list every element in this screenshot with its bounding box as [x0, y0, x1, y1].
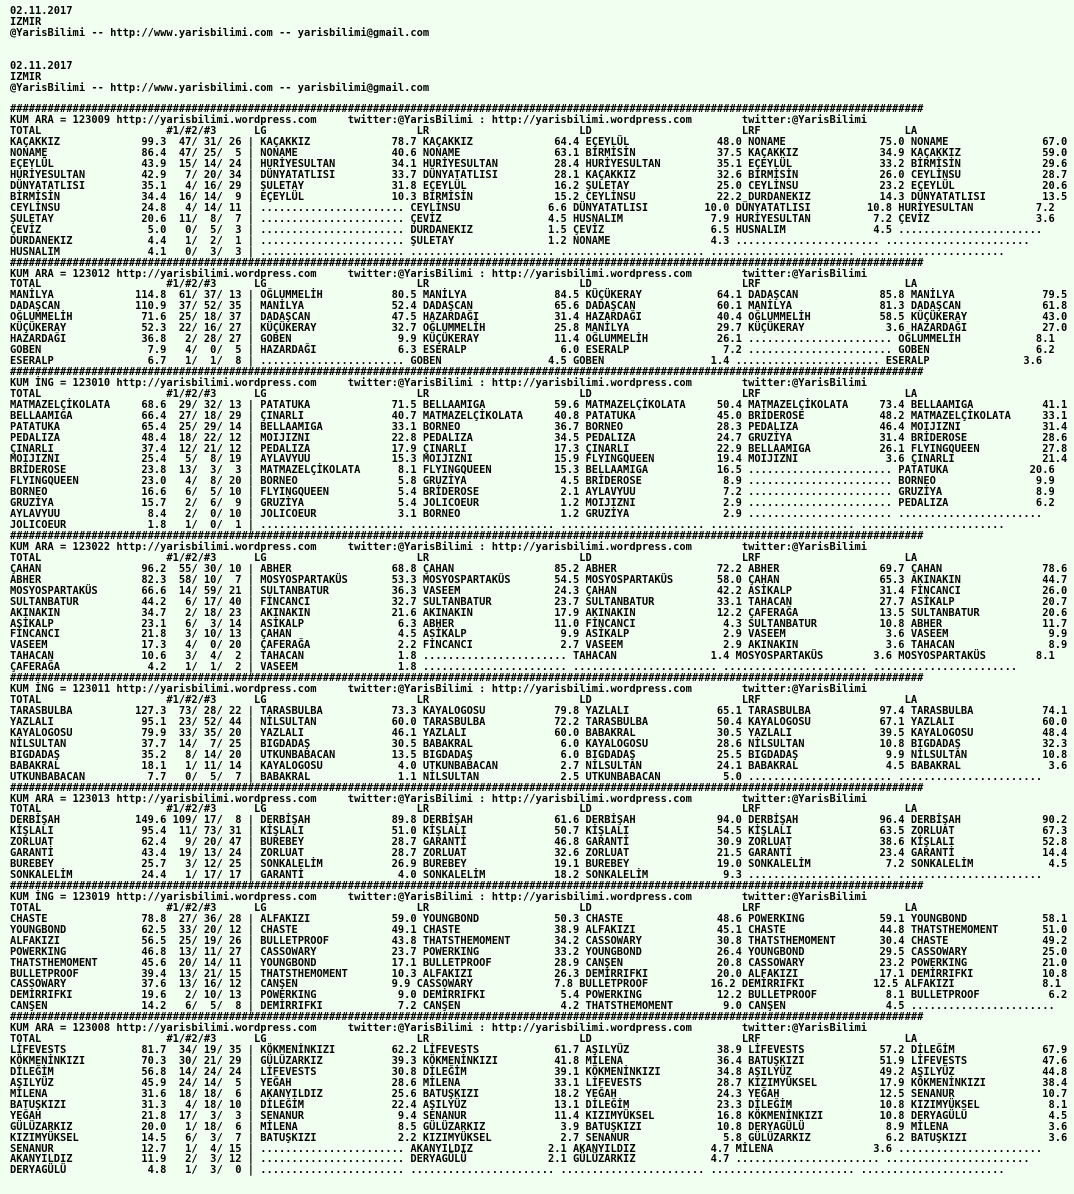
result-row: CEYLİNSU 24.8 4/ 14/ 11 | ....................... CEYLİNSU 6.6 DÜNYATATLISI 10.0 DÜNYATATLISI 10.8 HURİYESULTAN 7.2: [10, 201, 1055, 214]
text-line: IZMIR: [10, 15, 42, 28]
result-row: TAHACAN 10.6 3/ 4/ 2 | TAHACAN 1.8 ....................... TAHACAN 1.4 MOSYOSPARTAKÜS 3.6 MOSYOSPARTAKÜS 8.1: [10, 650, 1055, 663]
result-row: BULLETPROOF 39.4 13/ 21/ 15 | THATSTHEMOMENT 10.3 ALFAKIZI 26.3 DEMİRRIFKI 20.0 ALFAKIZI 17.1 DEMİRRIFKI 10.8: [10, 967, 1068, 980]
result-row: EÇEYLÜL 43.9 15/ 14/ 24 | HURİYESULTAN 34.1 HURİYESULTAN 28.4 HURİYESULTAN 35.1 EÇEYLÜL 33.2 BİRMİSİN 29.6: [10, 158, 1068, 171]
result-row: NİLSULTAN 37.7 14/ 7/ 25 | BIGDADAŞ 30.5 BABAKRAL 6.0 KAYALOGOSU 28.6 NİLSULTAN 10.8 BIGDADAŞ 32.3: [10, 737, 1068, 750]
result-row: OĞLUMMELİH 71.6 25/ 18/ 37 | DADAŞCAN 47.5 HAZARDAĞI 31.4 HAZARDAĞI 40.4 OĞLUMMELİH 58.5 KÜÇÜKERAY 43.0: [10, 311, 1068, 324]
result-row: THATSTHEMOMENT 45.6 20/ 14/ 11 | YOUNGBOND 17.1 BULLETPROOF 28.9 CANŞEN 20.8 CASSOWARY 23.2 POWERKING 21.0: [10, 956, 1068, 969]
result-row: DADAŞCAN 110.9 37/ 52/ 35 | MANİLYA 52.4 DADAŞCAN 65.6 DADAŞCAN 60.1 MANİLYA 81.3 DADAŞCAN 61.8: [10, 300, 1068, 313]
result-row: DÜNYATATLISI 35.1 4/ 16/ 29 | ŞULETAY 31.8 EÇEYLÜL 16.2 ŞULETAY 25.0 CEYLİNSU 23.2 EÇEYLÜL 20.6: [10, 180, 1068, 192]
section-separator: ##################################################################################################################################################: [10, 103, 924, 116]
result-row: CHASTE 78.8 27/ 36/ 28 | ALFAKIZI 59.0 YOUNGBOND 50.3 CHASTE 48.6 POWERKING 59.1 YOUNGBOND 58.1: [10, 912, 1068, 925]
result-row: DİLEĞİM 56.8 14/ 24/ 24 | LİFEVESTS 30.8 DİLEĞİM 39.1 KÖKMENİNKIZI 34.8 AŞILYÜZ 49.2 AŞILYÜZ 44.8: [10, 1065, 1068, 1078]
result-row: LİFEVESTS 81.7 34/ 19/ 35 | KÖKMENİNKIZI 62.2 LİFEVESTS 61.7 AŞILYÜZ 38.9 LİFEVESTS 57.2 DİLEĞİM 67.9: [10, 1044, 1068, 1057]
result-row: KÖKMENİNKIZI 70.3 30/ 21/ 29 | GÜLÜZARKIZ 39.3 KÖKMENİNKIZI 41.8 MİLENA 36.4 BATUŞKIZI 51.9 LİFEVESTS 47.6: [10, 1055, 1068, 1067]
result-row: PEDALIZA 48.4 18/ 22/ 12 | MOIJIZNI 22.8 PEDALIZA 34.5 PEDALIZA 24.7 GRUZİYA 31.4 BRİDEROSE 28.6: [10, 431, 1068, 444]
result-row: BİRMİSİN 34.4 16/ 14/ 9 | EÇEYLÜL 10.3 BİRMİSİN 15.2 CEYLİNSU 22.2 DURDANEKIZ 14.3 DÜNYATATLISI 13.5: [10, 190, 1068, 203]
result-row: MANİLYA 114.8 61/ 37/ 13 | OĞLUMMELİH 80.5 MANİLYA 84.5 KÜÇÜKERAY 64.1 DADAŞCAN 85.8 MANİLYA 79.5: [10, 289, 1068, 302]
result-row: GÜLÜZARKIZ 20.0 1/ 18/ 6 | MİLENA 8.5 GÜLÜZARKIZ 3.9 BATUŞKIZI 10.8 DERYAGÜLÜ 8.9 MİLENA 3.6: [10, 1120, 1068, 1133]
result-row: YOUNGBOND 62.5 33/ 20/ 12 | CHASTE 49.1 CHASTE 38.9 ALFAKIZI 45.1 CHASTE 44.8 THATSTHEMOMENT 51.0: [10, 923, 1068, 936]
race-header-line: KUM İNG = 123011 http://yarisbilimi.wordpress.com twitter:@YarisBilimi : http://yarisbilimi.wordpress.com twitter:@YarisBilimi: [10, 683, 868, 696]
result-row: MATMAZELÇİKOLATA 68.6 29/ 32/ 13 | PATATUKA 71.5 BELLAAMIGA 59.6 MATMAZELÇİKOLATA 50.4 MATMAZELÇİKOLATA 73.4 BELLAAMIGA 41.1: [10, 398, 1068, 411]
result-row: ŞULETAY 20.6 11/ 8/ 7 | ....................... ÇEVİZ 4.5 HUSNALIM 7.9 HURİYESULTAN 7.2 ÇEVİZ 3.6: [10, 212, 1055, 225]
text-line: 02.11.2017: [10, 5, 73, 17]
result-row: VASEEM 17.3 4/ 0/ 20 | ÇAFERAĞA 2.2 FİNCANCI 2.7 VASEEM 2.9 AKINAKIN 3.6 TAHACAN 8.9: [10, 639, 1068, 652]
result-row: CANŞEN 14.2 6/ 5/ 8 | DEMİRRIFKI 7.2 CANŞEN 4.2 THATSTHEMOMENT 9.0 CANŞEN 4.5 .......................: [10, 1000, 1055, 1013]
result-row: MOSYOSPARTAKÜS 66.6 14/ 59/ 21 | SULTANBATUR 36.3 VASEEM 24.3 ÇAHAN 42.2 ASİKALP 31.4 FİNCANCI 26.0: [10, 584, 1068, 597]
race-header-line: KUM ARA = 123012 http://yarisbilimi.wordpress.com twitter:@YarisBilimi : http://yarisbilimi.wordpress.com twitter:@YarisBilimi: [10, 267, 868, 280]
blank-line: [10, 50, 1074, 61]
result-row: ÇINARLI 37.4 12/ 21/ 12 | PEDALIZA 17.9 ÇINARLI 17.3 ÇINARLI 22.9 BELLAAMIGA 26.1 FLYINGQUEEN 27.8: [10, 442, 1068, 455]
column-header-line: TOTAL #1/#2/#3 LG LR LD LRF LA: [10, 803, 918, 816]
result-row: GRUZİYA 15.7 2/ 6/ 9 | GRUZİYA 5.4 JOLICOEUR 1.2 MOIJIZNI 2.9 ....................... PEDALIZA 6.2: [10, 497, 1055, 510]
result-row: GARANTİ 43.4 19/ 13/ 24 | ZORLUAT 28.7 ZORLUAT 32.6 ZORLUAT 21.5 GARANTİ 23.4 GARANTİ 14.4: [10, 847, 1068, 860]
result-row: SENANUR 12.7 1/ 4/ 15 | ....................... AKANYILDIZ 2.1 AKANYILDIZ 4.7 MİLENA 3.6 .......................: [10, 1142, 1043, 1155]
text-line: @YarisBilimi -- http://www.yarisbilimi.com -- yarisbilimi@gmail.com: [10, 26, 430, 39]
race-header-line: KUM İNG = 123010 http://yarisbilimi.wordpress.com twitter:@YarisBilimi : http://yarisbilimi.wordpress.com twitter:@YarisBilimi: [10, 376, 868, 389]
result-row: YEĞAH 21.8 17/ 3/ 3 | SENANUR 9.4 SENANUR 11.4 KIZIMYÜKSEL 16.8 KÖKMENİNKIZI 10.8 DERYAGÜLÜ 4.5: [10, 1109, 1068, 1122]
race-header-line: KUM ARA = 123008 http://yarisbilimi.wordpress.com twitter:@YarisBilimi : http://yarisbilimi.wordpress.com twitter:@YarisBilimi: [10, 1022, 868, 1035]
result-row: BUREBEY 25.7 3/ 12/ 25 | SONKALELİM 26.9 BUREBEY 19.1 BUREBEY 19.0 SONKALELİM 7.2 SONKALELİM 4.5: [10, 858, 1068, 871]
result-row: HURİYESULTAN 42.9 7/ 20/ 34 | DÜNYATATLISI 33.7 DÜNYATATLISI 28.1 KAÇAKKIZ 32.6 BİRMİSİN 26.0 CEYLİNSU 28.7: [10, 169, 1068, 182]
result-row: SONKALELİM 24.4 1/ 17/ 17 | GARANTİ 4.0 SONKALELİM 18.2 SONKALELİM 9.3 ....................... .......................: [10, 869, 1043, 882]
text-line: @YarisBilimi -- http://www.yarisbilimi.com -- yarisbilimi@gmail.com: [10, 81, 430, 94]
result-row: KİŞLALI 95.4 11/ 73/ 31 | KİŞLALI 51.0 KİŞLALI 50.7 KİŞLALI 54.5 KİŞLALI 63.5 ZORLUAT 67.3: [10, 825, 1068, 838]
result-row: UTKUNBABACAN 7.7 0/ 5/ 7 | BABAKRAL 1.1 NİLSULTAN 2.5 UTKUNBABACAN 5.0 ....................... .......................: [10, 770, 1043, 783]
result-row: KAÇAKKIZ 99.3 47/ 31/ 26 | KAÇAKKIZ 78.7 KAÇAKKIZ 64.4 EÇEYLÜL 48.0 NONAME 75.0 NONAME 67.0: [10, 136, 1068, 149]
result-row: FİNCANCI 21.8 3/ 10/ 13 | ÇAHAN 4.5 ASİKALP 9.9 ASİKALP 2.9 VASEEM 3.6 VASEEM 9.9: [10, 628, 1068, 641]
result-row: SULTANBATUR 44.2 6/ 17/ 40 | FİNCANCI 32.7 SULTANBATUR 23.7 SULTANBATUR 33.1 TAHACAN 27.7 ASİKALP 20.7: [10, 595, 1068, 608]
result-row: MİLENA 31.6 18/ 18/ 6 | AKANYILDIZ 25.6 BATUŞKIZI 18.2 YEĞAH 24.3 YEĞAH 12.5 SENANUR 10.7: [10, 1087, 1068, 1100]
result-row: MOIJIZNI 25.4 5/ 8/ 19 | AYLAVYUU 15.3 MOIJIZNI 15.9 FLYINGQUEEN 19.4 MOIJIZNI 3.6 ÇINARLI 21.4: [10, 453, 1068, 466]
result-row: KIZIMYÜKSEL 14.5 6/ 3/ 7 | BATUŞKIZI 2.2 KIZIMYÜKSEL 2.7 SENANUR 5.8 GÜLÜZARKIZ 6.2 BATUŞKIZI 3.6: [10, 1131, 1068, 1144]
column-header-line: TOTAL #1/#2/#3 LG LR LD LRF LA: [10, 901, 918, 914]
column-header-line: TOTAL #1/#2/#3 LG LR LD LRF LA: [10, 1033, 918, 1046]
result-row: BELLAAMIGA 66.4 27/ 18/ 29 | ÇINARLI 40.7 MATMAZELÇİKOLATA 40.8 PATATUKA 45.0 BRİDEROSE 48.2 MATMAZELÇİKOLATA 33.1: [10, 409, 1068, 422]
column-header-line: TOTAL #1/#2/#3 LG LR LD LRF LA: [10, 125, 918, 138]
result-row: DERBİŞAH 149.6 109/ 17/ 8 | DERBİŞAH 89.8 DERBİŞAH 61.6 DERBİŞAH 94.0 DERBİŞAH 96.4 DERBİŞAH 90.2: [10, 814, 1068, 827]
result-row: BORNEO 16.6 6/ 5/ 10 | FLYINGQUEEN 5.4 BRİDEROSE 2.1 AYLAVYUU 7.2 ....................... GRUZİYA 8.9: [10, 486, 1055, 499]
blank-line: [10, 39, 1074, 50]
section-separator: ##################################################################################################################################################: [10, 781, 924, 794]
result-row: PATATUKA 65.4 25/ 29/ 14 | BELLAAMIGA 33.1 BORNEO 36.7 BORNEO 28.3 PEDALIZA 46.4 MOIJIZNI 31.4: [10, 420, 1068, 433]
result-row: DEMİRRIFKI 19.6 2/ 10/ 13 | POWERKING 9.0 DEMİRRIFKI 5.4 POWERKING 12.2 BULLETPROOF 8.1 BULLETPROOF 6.2: [10, 989, 1068, 1002]
text-line: IZMIR: [10, 70, 42, 83]
result-row: ESERALP 6.7 1/ 1/ 8 | ....................... GOBEN 4.5 GOBEN 1.4 ....................... ESERALP 3.6: [10, 355, 1043, 367]
race-header-line: KUM ARA = 123009 http://yarisbilimi.wordpress.com twitter:@YarisBilimi : http://yarisbilimi.wordpress.com twitter:@YarisBilimi: [10, 114, 868, 127]
result-row: DERYAGÜLÜ 4.8 1/ 3/ 0 | ....................... ....................... ....................... ....................... .......................: [10, 1164, 1005, 1177]
result-row: KAYALOGOSU 79.9 33/ 35/ 20 | YAZLALI 46.1 YAZLALI 60.0 BABAKRAL 30.5 YAZLALI 39.5 KAYALOGOSU 48.4: [10, 726, 1068, 739]
result-row: ÇAFERAĞA 4.2 1/ 1/ 2 | VASEEM 1.8 ....................... ....................... ....................... .......................: [10, 661, 1018, 674]
result-row: TARASBULBA 127.3 73/ 28/ 22 | TARASBULBA 73.3 KAYALOGOSU 79.8 YAZLALI 65.1 TARASBULBA 97.4 TARASBULBA 74.1: [10, 705, 1068, 717]
result-row: BATUŞKIZI 31.3 4/ 18/ 10 | DİLEĞİM 22.4 AŞILYÜZ 13.1 DİLEĞİM 23.3 DİLEĞİM 10.8 KIZIMYÜKSEL 8.1: [10, 1098, 1068, 1111]
result-row: GOBEN 7.9 4/ 0/ 5 | HAZARDAĞI 6.3 ESERALP 6.0 ESERALP 7.2 ....................... GOBEN 6.2: [10, 344, 1055, 357]
race-header-line: KUM ARA = 123022 http://yarisbilimi.wordpress.com twitter:@YarisBilimi : http://yarisbilimi.wordpress.com twitter:@YarisBilimi: [10, 540, 868, 553]
result-row: ÇAHAN 96.2 55/ 30/ 10 | ABHER 68.8 ÇAHAN 85.2 ABHER 72.2 ABHER 69.7 ÇAHAN 78.6: [10, 562, 1068, 575]
section-separator: ##################################################################################################################################################: [10, 880, 924, 892]
section-separator: ##################################################################################################################################################: [10, 365, 924, 378]
result-row: BABAKRAL 18.1 1/ 11/ 14 | KAYALOGOSU 4.0 UTKUNBABACAN 2.7 NİLSULTAN 24.1 BABAKRAL 4.5 BABAKRAL 3.6: [10, 759, 1068, 772]
result-row: ÇEVİZ 5.0 0/ 5/ 3 | ....................... DURDANEKIZ 1.5 ÇEVİZ 6.5 HUSNALIM 4.5 .......................: [10, 223, 1043, 236]
result-row: AYLAVYUU 8.4 2/ 0/ 10 | JOLICOEUR 3.1 BORNEO 1.2 GRUZİYA 2.9 ....................... .......................: [10, 508, 1043, 521]
result-row: ZORLUAT 62.4 9/ 20/ 47 | BUREBEY 28.7 GARANTİ 46.8 GARANTİ 30.9 ZORLUAT 38.6 KİŞLALI 52.8: [10, 836, 1068, 849]
result-row: JOLICOEUR 1.8 1/ 0/ 1 | ....................... ....................... ....................... ....................... .......................: [10, 519, 1005, 532]
column-header-line: TOTAL #1/#2/#3 LG LR LD LRF LA: [10, 278, 918, 291]
result-row: CASSOWARY 37.6 13/ 16/ 12 | CANŞEN 9.9 CASSOWARY 7.8 BULLETPROOF 16.2 DEMİRRIFKI 12.5 ALFAKIZI 8.1: [10, 978, 1061, 991]
result-row: AKINAKIN 34.7 2/ 18/ 23 | AKINAKIN 21.6 AKINAKIN 17.9 AKINAKIN 12.2 ÇAFERAĞA 13.5 SULTANBATUR 20.6: [10, 606, 1068, 619]
section-separator: ##################################################################################################################################################: [10, 1011, 924, 1024]
result-row: AKANYILDIZ 11.9 2/ 3/ 12 | ....................... DERYAGÜLÜ 2.1 GÜLÜZARKIZ 4.7 ....................... .......................: [10, 1153, 1030, 1166]
result-row: NONAMẸ 86.4 47/ 25/ 5 | NONAME 40.6 NONAME 63.1 BİRMİSİN 37.5 KAÇAKKIZ 34.9 KAÇAKKIZ 59.0: [10, 147, 1068, 160]
column-header-line: TOTAL #1/#2/#3 LG LR LD LRF LA: [10, 694, 918, 707]
result-row: ALFAKIZI 56.5 25/ 19/ 26 | BULLETPROOF 43.8 THATSTHEMOMENT 34.2 CASSOWARY 30.8 THATSTHEMOMENT 30.4 CHASTE 49.2: [10, 934, 1068, 947]
result-row: HUSNALIM 4.1 0/ 3/ 3 | ....................... ....................... ....................... ....................... .......................: [10, 245, 1005, 258]
section-separator: ##################################################################################################################################################: [10, 672, 924, 685]
result-row: ABHER 82.3 58/ 10/ 7 | MOSYOSPARTAKÜS 53.3 MOSYOSPARTAKÜS 54.5 MOSYOSPARTAKÜS 58.0 ÇAHAN 65.3 AKINAKIN 44.7: [10, 573, 1068, 586]
result-row: BIGDADAŞ 35.2 8/ 14/ 20 | UTKUNBABACAN 13.5 BIGDADAŞ 6.0 BIGDADAŞ 25.5 BIGDADAŞ 9.9 NİLSULTAN 10.8: [10, 748, 1068, 761]
result-row: FLYINGQUEEN 23.0 4/ 8/ 20 | BORNEO 5.8 GRUZİYA 4.5 BRİDEROSE 8.9 ....................... BORNEO 9.9: [10, 475, 1055, 488]
race-header-line: KUM ARA = 123013 http://yarisbilimi.wordpress.com twitter:@YarisBilimi : http://yarisbilimi.wordpress.com twitter:@YarisBilimi: [10, 792, 868, 805]
result-row: DURDANEKIZ 4.4 1/ 2/ 1 | ....................... ŞULETAY 1.2 NONAME 4.3 ....................... .......................: [10, 234, 1030, 247]
column-header-line: TOTAL #1/#2/#3 LG LR LD LRF LA: [10, 551, 918, 564]
result-row: HAZARDAĞI 36.8 2/ 28/ 27 | GOBEN 9.9 KÜÇÜKERAY 11.4 OĞLUMMELİH 26.1 ....................... OĞLUMMELİH 8.1: [10, 333, 1055, 346]
column-header-line: TOTAL #1/#2/#3 LG LR LD LRF LA: [10, 387, 918, 400]
result-row: AŞILYÜZ 45.9 24/ 14/ 5 | YEĞAH 28.6 MİLENA 33.1 LİFEVESTS 28.7 KIZIMYÜKSEL 17.9 KÖKMENİNKIZI 38.4: [10, 1076, 1068, 1089]
section-separator: ##################################################################################################################################################: [10, 256, 924, 269]
result-row: YAZLALI 95.1 23/ 52/ 44 | NİLSULTAN 60.0 TARASBULBA 72.2 TARASBULBA 50.4 KAYALOGOSU 67.1 YAZLALI 60.0: [10, 715, 1068, 728]
result-row: KÜÇÜKERAY 52.3 22/ 16/ 27 | KÜÇÜKERAY 32.7 OĞLUMMELİH 25.8 MANİLYA 29.7 KÜÇÜKERAY 3.6 HAZARDAĞI 27.0: [10, 322, 1068, 335]
text-line: 02.11.2017: [10, 59, 73, 72]
result-row: ASİKALP 23.1 6/ 3/ 14 | ASİKALP 6.3 ABHER 11.0 FİNCANCI 4.3 SULTANBATUR 10.8 ABHER 11.7: [10, 617, 1068, 630]
result-row: POWERKING 46.8 13/ 11/ 27 | CASSOWARY 23.7 POWERKING 33.2 YOUNGBOND 26.4 YOUNGBOND 29.5 CASSOWARY 25.0: [10, 945, 1068, 958]
result-row: BRİDEROSE 23.8 13/ 3/ 3 | MATMAZELÇİKOLATA 8.1 FLYINGQUEEN 15.3 BELLAAMIGA 16.5 ....................... PATATUKA 20.6: [10, 464, 1055, 477]
section-separator: ##################################################################################################################################################: [10, 530, 924, 542]
race-header-line: KUM İNG = 123019 http://yarisbilimi.wordpress.com twitter:@YarisBilimi : http://yarisbilimi.wordpress.com twitter:@YarisBilimi: [10, 890, 868, 903]
